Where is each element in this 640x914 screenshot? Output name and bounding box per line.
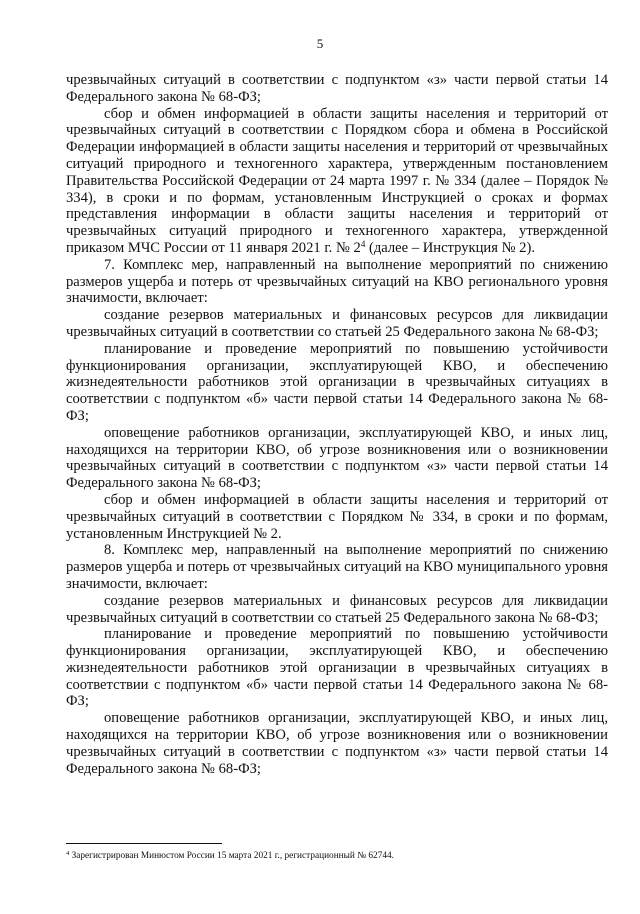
paragraph-text: сбор и обмен информацией в области защиты населения и территорий от чрезвычайных ситуаций в соответствии с Порядком № 334, в сроки и по формам, установленным Инструкцией № 2. (66, 491, 608, 542)
paragraph-2 (66, 106, 608, 257)
paragraph-9 (66, 593, 608, 627)
paragraph-text: создание резервов материальных и финансовых ресурсов для ликвидации чрезвычайных ситуаций в соответствии со статьей 25 Федерального закона № 68-ФЗ; (66, 307, 608, 340)
paragraph-1 (66, 72, 608, 106)
document-body (66, 72, 608, 777)
paragraph-text: создание резервов материальных и финансовых ресурсов для ликвидации чрезвычайных ситуаций в соответствии со статьей 25 Федерального закона № 68-ФЗ; (66, 592, 608, 626)
paragraph-text: 8. Комплекс мер, направленный на выполнение мероприятий по снижению размеров ущерба и потерь от чрезвычайных ситуаций на КВО муниципального уровня значимости, включает: (66, 542, 608, 592)
paragraph-text-continued: (далее – Инструкция № 2). (365, 239, 535, 256)
footnote-marker: 4 (66, 850, 70, 857)
paragraph-text: чрезвычайных ситуаций в соответствии с подпунктом «з» части первой статьи 14 Федерального закона № 68-ФЗ; (66, 72, 608, 105)
footnote (66, 850, 608, 862)
footnote-divider (66, 843, 222, 844)
paragraph-text: оповещение работников организации, эксплуатирующей КВО, и иных лиц, находящихся на территории КВО, об угрозе возникновения или о возникновении чрезвычайных ситуаций в соответствии с подпунктом «з» части первой статьи 14 Федерального закона № 68-ФЗ; (66, 424, 608, 492)
footnote-reference: 4 (360, 238, 366, 249)
paragraph-8 (66, 542, 608, 592)
paragraph-4 (66, 307, 608, 341)
paragraph-3 (66, 257, 608, 307)
paragraph-text: сбор и обмен информацией в области защиты населения и территорий от чрезвычайных ситуаций в соответствии с Порядком сбора и обмена в Российской Федерации информацией в области защиты населения и территорий от чрезвычайных ситуаций природного и техногенного характера, утвержденным постановлением Правительства Российской Федерации от 24 марта 1997 г. № 334 (далее – Порядок № 334), в сроки и по формам, установленным Инструкцией о сроках и формах представления информации в области защиты населения и территорий от чрезвычайных ситуаций природного и техногенного характера, утвержденной приказом МЧС России от 11 января 2021 г. № 2 (66, 105, 608, 256)
paragraph-6 (66, 425, 608, 492)
paragraph-11 (66, 710, 608, 777)
paragraph-text: оповещение работников организации, эксплуатирующей КВО, и иных лиц, находящихся на территории КВО, об угрозе возникновения или о возникновении чрезвычайных ситуаций в соответствии с подпунктом «з» части первой статьи 14 Федерального закона № 68-ФЗ; (66, 710, 608, 777)
paragraph-5 (66, 341, 608, 425)
paragraph-10 (66, 626, 608, 710)
footnote-text: Зарегистрирован Минюстом России 15 марта 2021 г., регистрационный № 62744. (69, 851, 394, 861)
paragraph-text: планирование и проведение мероприятий по повышению устойчивости функционирования организации, эксплуатирующей КВО, и обеспечению жизнедеятельности работников этой организации в чрезвычайных ситуациях в соответствии с подпунктом «б» части первой статьи 14 Федерального закона № 68-ФЗ; (66, 340, 608, 424)
paragraph-7 (66, 492, 608, 542)
page-number: 5 (316, 36, 324, 51)
paragraph-text: планирование и проведение мероприятий по повышению устойчивости функционирования организации, эксплуатирующей КВО, и обеспечению жизнедеятельности работников этой организации в чрезвычайных ситуациях в соответствии с подпунктом «б» части первой статьи 14 Федерального закона № 68-ФЗ; (66, 626, 608, 710)
paragraph-text: 7. Комплекс мер, направленный на выполнение мероприятий по снижению размеров ущерба и потерь от чрезвычайных ситуаций на КВО регионального уровня значимости, включает: (66, 256, 608, 307)
